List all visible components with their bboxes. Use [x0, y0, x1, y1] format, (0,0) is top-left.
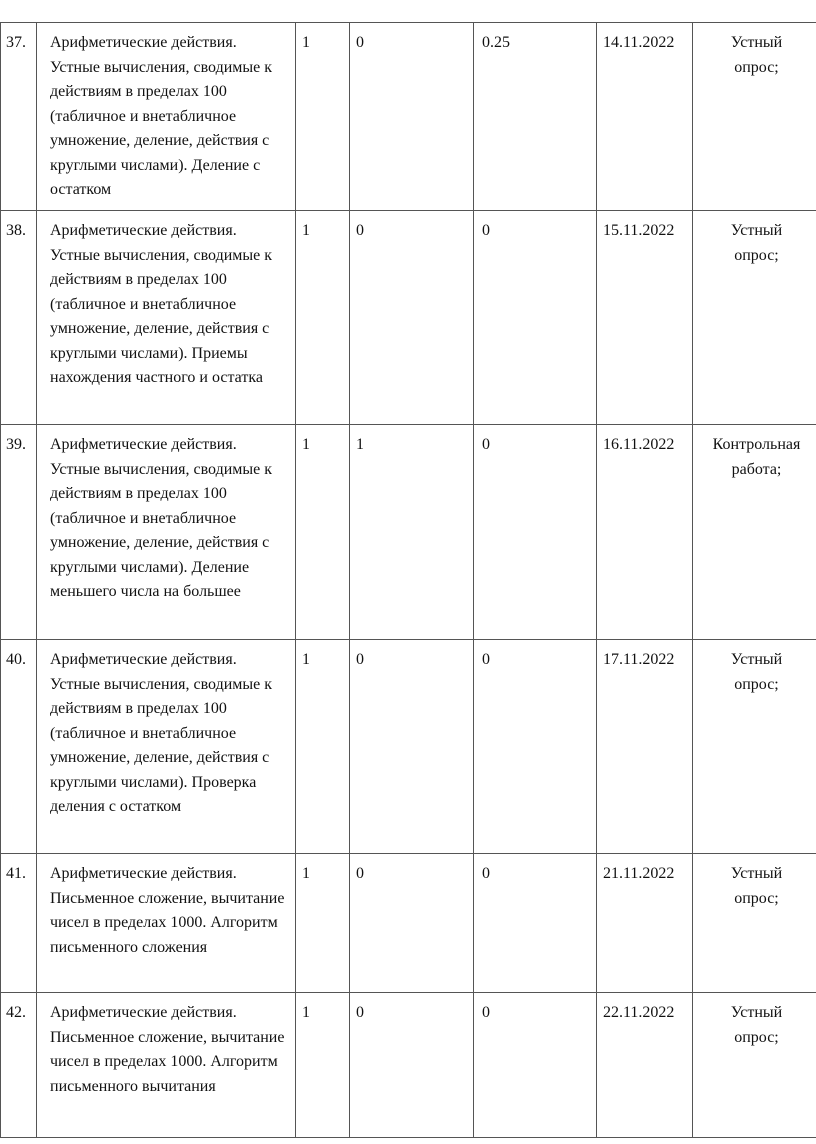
hours-total: 1 [296, 23, 350, 211]
lesson-number: 42. [1, 993, 37, 1138]
control-form-text: Контрольная работа; [712, 436, 801, 478]
hours-total: 1 [296, 854, 350, 993]
control-form [693, 854, 816, 993]
hours-total: 1 [296, 425, 350, 640]
hours-practical: 0.25 [474, 23, 597, 211]
control-form [693, 211, 816, 425]
hours-practical: 0 [474, 211, 597, 425]
lesson-topic: Арифметические действия. Устные вычисления, сводимые к действиям в пределах 100 (табличное и внетабличное умножение, деление, действия с круглыми числами). Проверка деления с остатком [37, 640, 296, 854]
table-row [1, 425, 816, 640]
lesson-plan-table [0, 22, 816, 1138]
hours-total: 1 [296, 640, 350, 854]
control-form [693, 993, 816, 1138]
table-row [1, 854, 816, 993]
hours-control: 0 [350, 993, 474, 1138]
control-form-text: Устный опрос; [730, 651, 783, 693]
hours-practical: 0 [474, 854, 597, 993]
hours-practical: 0 [474, 993, 597, 1138]
control-form-text: Устный опрос; [730, 222, 783, 264]
lesson-number: 39. [1, 425, 37, 640]
hours-control: 0 [350, 640, 474, 854]
lesson-number: 38. [1, 211, 37, 425]
lesson-number: 41. [1, 854, 37, 993]
hours-total: 1 [296, 993, 350, 1138]
table-row [1, 993, 816, 1138]
control-form [693, 425, 816, 640]
lesson-date: 17.11.2022 [597, 640, 693, 854]
hours-control: 1 [350, 425, 474, 640]
table-row [1, 211, 816, 425]
hours-total: 1 [296, 211, 350, 425]
lesson-date: 14.11.2022 [597, 23, 693, 211]
lesson-topic: Арифметические действия. Устные вычисления, сводимые к действиям в пределах 100 (табличное и внетабличное умножение, деление, действия с круглыми числами). Деление с остатком [37, 23, 296, 211]
lesson-number: 40. [1, 640, 37, 854]
lesson-topic: Арифметические действия. Устные вычисления, сводимые к действиям в пределах 100 (табличное и внетабличное умножение, деление, действия с круглыми числами). Деление меньшего числа на большее [37, 425, 296, 640]
lesson-topic: Арифметические действия. Письменное сложение, вычитание чисел в пределах 1000. Алгоритм письменного сложения [37, 854, 296, 993]
hours-practical: 0 [474, 425, 597, 640]
control-form-text: Устный опрос; [730, 34, 783, 76]
control-form-text: Устный опрос; [730, 865, 783, 907]
table-row [1, 23, 816, 211]
control-form [693, 640, 816, 854]
lesson-date: 22.11.2022 [597, 993, 693, 1138]
control-form [693, 23, 816, 211]
control-form-text: Устный опрос; [730, 1004, 783, 1046]
hours-control: 0 [350, 211, 474, 425]
lesson-date: 21.11.2022 [597, 854, 693, 993]
hours-control: 0 [350, 23, 474, 211]
lesson-topic: Арифметические действия. Письменное сложение, вычитание чисел в пределах 1000. Алгоритм письменного вычитания [37, 993, 296, 1138]
lesson-date: 16.11.2022 [597, 425, 693, 640]
hours-control: 0 [350, 854, 474, 993]
lesson-date: 15.11.2022 [597, 211, 693, 425]
hours-practical: 0 [474, 640, 597, 854]
table-row [1, 640, 816, 854]
lesson-topic: Арифметические действия. Устные вычисления, сводимые к действиям в пределах 100 (табличное и внетабличное умножение, деление, действия с круглыми числами). Приемы нахождения частного и остатка [37, 211, 296, 425]
lesson-number: 37. [1, 23, 37, 211]
